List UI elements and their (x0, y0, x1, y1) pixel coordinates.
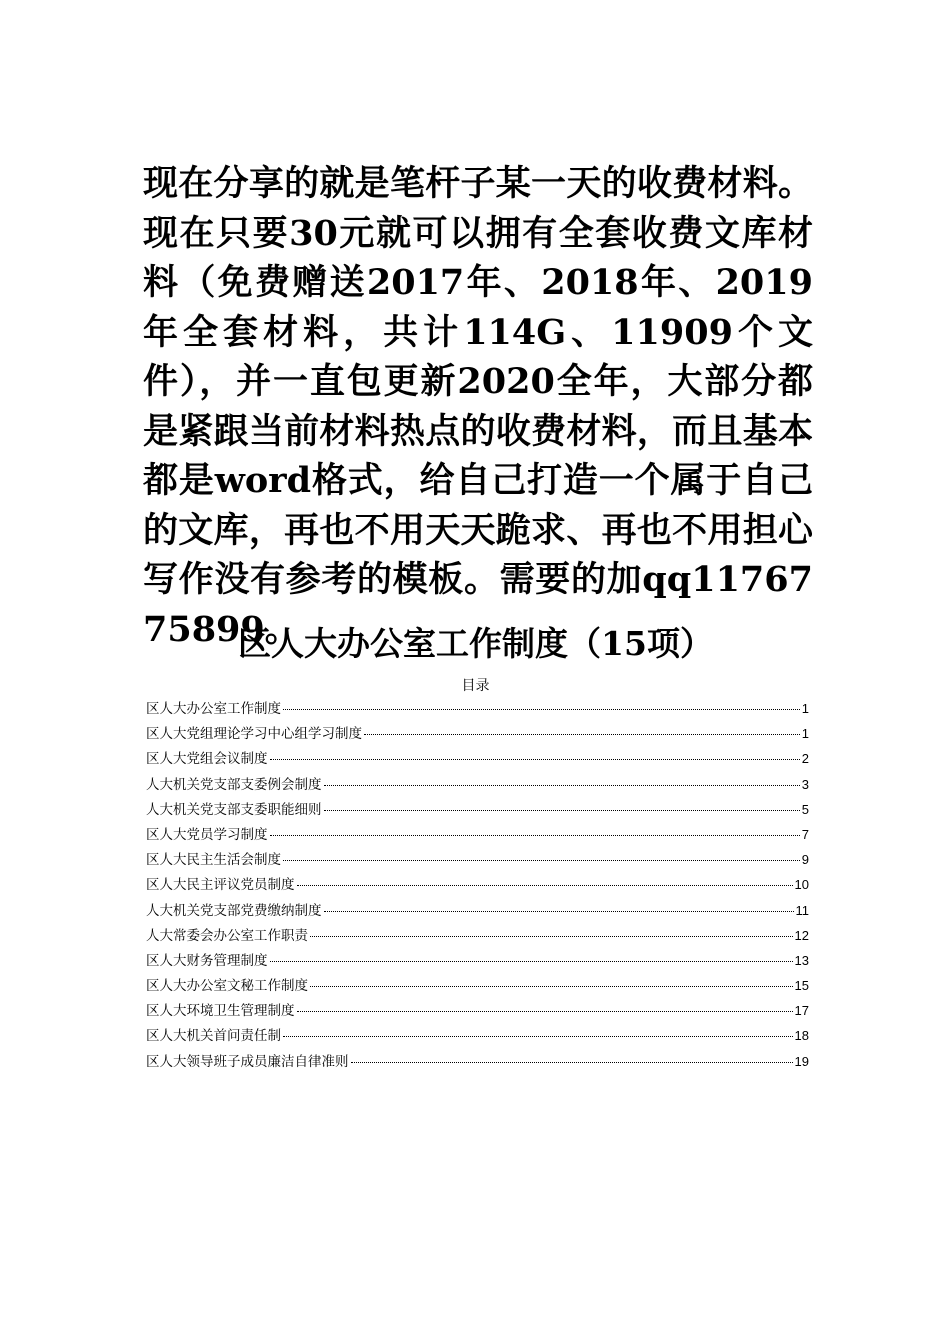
toc-dot-leader (351, 1062, 793, 1063)
toc-dot-leader (310, 986, 793, 987)
toc-entry-title: 区人大领导班子成员廉洁自律准则 (146, 1053, 349, 1070)
toc-dot-leader (283, 860, 800, 861)
toc-entry[interactable] (146, 749, 809, 774)
toc-entry[interactable] (146, 926, 809, 951)
toc-entry[interactable] (146, 1026, 809, 1051)
toc-page-number: 7 (801, 826, 809, 842)
toc-dot-leader (297, 1011, 793, 1012)
toc-page-number: 5 (801, 801, 809, 817)
toc-entry[interactable] (146, 699, 809, 724)
toc-page-number: 15 (794, 978, 809, 994)
toc-entry-title: 区人大民主评议党员制度 (146, 877, 295, 894)
toc-entry-title: 人大机关党支部支委例会制度 (146, 776, 322, 793)
table-of-contents (146, 699, 809, 1077)
toc-entry-title: 人大机关党支部支委职能细则 (146, 801, 322, 818)
toc-dot-leader (324, 785, 800, 786)
toc-entry-title: 区人大民主生活会制度 (146, 852, 281, 869)
toc-entry-title: 区人大党组理论学习中心组学习制度 (146, 726, 362, 743)
toc-entry-title: 区人大办公室工作制度 (146, 701, 281, 717)
toc-dot-leader (283, 709, 800, 710)
toc-page-number: 13 (794, 952, 809, 968)
toc-entry[interactable] (146, 901, 809, 926)
toc-entry-title: 区人大环境卫生管理制度 (146, 1003, 295, 1020)
toc-dot-leader (310, 936, 793, 937)
toc-page-number: 19 (794, 1053, 809, 1069)
toc-dot-leader (270, 759, 800, 760)
toc-page-number: 10 (794, 877, 809, 893)
toc-entry-title: 区人大机关首问责任制 (146, 1028, 281, 1045)
toc-dot-leader (324, 810, 800, 811)
toc-dot-leader (324, 911, 794, 912)
toc-page-number: 2 (801, 751, 809, 767)
toc-entry[interactable] (146, 800, 809, 825)
toc-dot-leader (364, 734, 800, 735)
toc-entry-title: 人大机关党支部党费缴纳制度 (146, 902, 322, 919)
document-title: 区人大办公室工作制度（15项） (238, 624, 713, 663)
toc-entry-title: 区人大财务管理制度 (146, 952, 268, 969)
toc-entry-title: 区人大办公室文秘工作制度 (146, 978, 308, 995)
toc-entry[interactable] (146, 825, 809, 850)
toc-entry-title: 区人大党员学习制度 (146, 826, 268, 843)
toc-page-number: 18 (794, 1028, 809, 1044)
toc-entry-title: 区人大党组会议制度 (146, 751, 268, 768)
toc-entry-title: 人大常委会办公室工作职责 (146, 927, 308, 944)
toc-page-number: 3 (801, 776, 809, 792)
toc-dot-leader (270, 961, 793, 962)
toc-page-number: 12 (794, 927, 809, 943)
toc-page-number: 1 (801, 701, 809, 716)
toc-page-number: 17 (794, 1003, 809, 1019)
toc-page-number: 1 (801, 726, 809, 742)
toc-heading: 目录 (461, 678, 490, 694)
toc-entry[interactable] (146, 775, 809, 800)
toc-entry[interactable] (146, 724, 809, 749)
toc-entry[interactable] (146, 951, 809, 976)
toc-dot-leader (297, 885, 793, 886)
toc-entry[interactable] (146, 875, 809, 900)
promo-paragraph: 现在分享的就是笔杆子某一天的收费材料。现在只要30元就可以拥有全套收费文库材料（免费赠送2017年、2018年、2019年全套材料，共计114G、11909个文件），并一直包更新2020全年，大部分都是紧跟当前材料热点的收费材料，而且基本都是word格式，给自己打造一个属于自己的文库，再也不用天天跪求、再也不用担心写作没有参考的模板。需要的加qq1176775899。 (143, 163, 813, 650)
toc-page-number: 9 (801, 852, 809, 868)
toc-entry[interactable] (146, 1052, 809, 1077)
toc-dot-leader (283, 1036, 793, 1037)
toc-dot-leader (270, 835, 800, 836)
toc-entry[interactable] (146, 850, 809, 875)
toc-entry[interactable] (146, 1001, 809, 1026)
toc-entry[interactable] (146, 976, 809, 1001)
toc-page-number: 11 (795, 902, 809, 918)
